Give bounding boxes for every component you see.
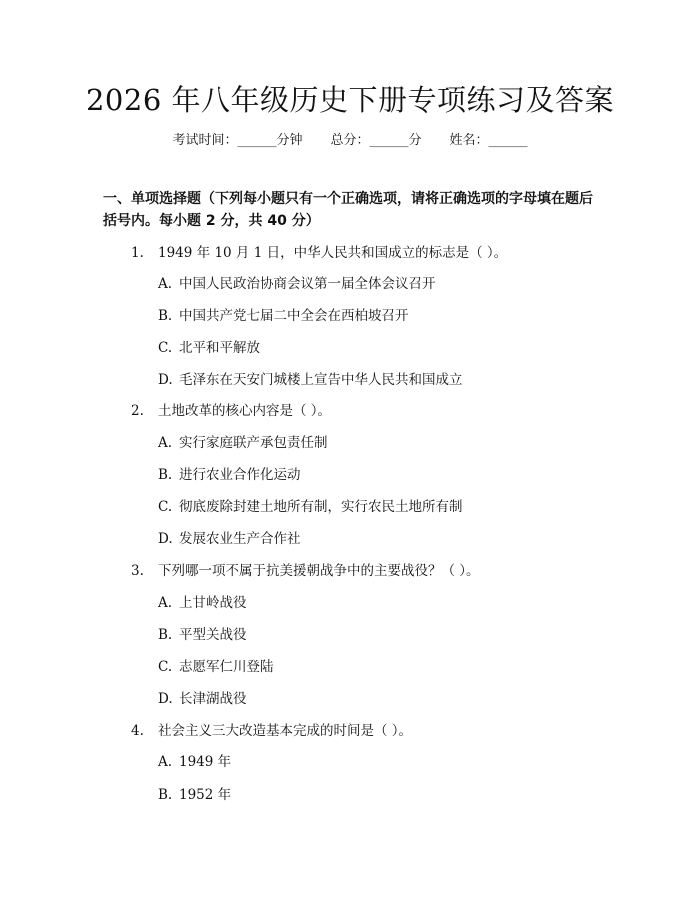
option-letter: A. bbox=[158, 435, 173, 451]
option-4b bbox=[158, 785, 231, 805]
question-number: 1. bbox=[131, 245, 144, 261]
question-4 bbox=[131, 721, 412, 741]
option-text: 彻底废除封建土地所有制，实行农民土地所有制 bbox=[179, 499, 463, 515]
option-4a bbox=[158, 752, 231, 772]
question-3 bbox=[131, 561, 480, 581]
student-name-field: 姓名：______ bbox=[449, 133, 528, 148]
option-1d bbox=[158, 370, 463, 390]
question-2 bbox=[131, 401, 331, 421]
option-text: 上甘岭战役 bbox=[179, 595, 247, 611]
option-letter: D. bbox=[158, 691, 173, 707]
option-2a bbox=[158, 433, 328, 453]
option-letter: A. bbox=[158, 595, 173, 611]
option-letter: B. bbox=[158, 308, 173, 324]
question-1 bbox=[131, 243, 507, 263]
option-text: 中国共产党七届二中全会在西柏坡召开 bbox=[179, 308, 409, 324]
option-text: 1949 年 bbox=[179, 754, 232, 770]
question-number: 2. bbox=[131, 403, 144, 419]
option-text: 毛泽东在天安门城楼上宣告中华人民共和国成立 bbox=[179, 372, 463, 388]
option-3d bbox=[158, 689, 247, 709]
option-1c bbox=[158, 338, 260, 358]
total-score-field: 总分：______分 bbox=[330, 133, 422, 148]
option-2c bbox=[158, 497, 463, 517]
option-2d bbox=[158, 529, 301, 549]
option-text: 发展农业生产合作社 bbox=[179, 531, 301, 547]
exam-meta bbox=[0, 130, 700, 152]
section-heading: 一、单项选择题（下列每小题只有一个正确选项，请将正确选项的字母填在题后括号内。每小题 2 分，共 40 分） bbox=[103, 191, 593, 229]
option-1a bbox=[158, 274, 436, 294]
option-letter: C. bbox=[158, 499, 173, 515]
option-letter: A. bbox=[158, 754, 173, 770]
option-3a bbox=[158, 593, 247, 613]
option-3c bbox=[158, 657, 274, 677]
option-text: 北平和平解放 bbox=[179, 340, 260, 356]
question-text: 下列哪一项不属于抗美援朝战争中的主要战役？（ ）。 bbox=[158, 563, 480, 579]
option-text: 长津湖战役 bbox=[179, 691, 247, 707]
option-2b bbox=[158, 465, 301, 485]
option-letter: C. bbox=[158, 340, 173, 356]
option-text: 进行农业合作化运动 bbox=[179, 467, 301, 483]
option-text: 平型关战役 bbox=[179, 627, 247, 643]
question-number: 3. bbox=[131, 563, 144, 579]
option-letter: D. bbox=[158, 372, 173, 388]
option-letter: C. bbox=[158, 659, 173, 675]
page-title: 2026 年八年级历史下册专项练习及答案 bbox=[85, 83, 615, 117]
question-text: 社会主义三大改造基本完成的时间是（ ）。 bbox=[158, 723, 413, 739]
question-text: 土地改革的核心内容是（ ）。 bbox=[158, 403, 332, 419]
option-text: 志愿军仁川登陆 bbox=[179, 659, 274, 675]
option-letter: B. bbox=[158, 627, 173, 643]
option-1b bbox=[158, 306, 409, 326]
option-text: 中国人民政治协商会议第一届全体会议召开 bbox=[179, 276, 436, 292]
option-letter: A. bbox=[158, 276, 173, 292]
option-text: 实行家庭联产承包责任制 bbox=[179, 435, 328, 451]
question-number: 4. bbox=[131, 723, 144, 739]
question-text: 1949 年 10 月 1 日，中华人民共和国成立的标志是（ ）。 bbox=[158, 245, 508, 261]
option-text: 1952 年 bbox=[179, 787, 232, 803]
option-3b bbox=[158, 625, 247, 645]
exam-time-field: 考试时间：______分钟 bbox=[172, 133, 303, 148]
option-letter: B. bbox=[158, 787, 173, 803]
option-letter: D. bbox=[158, 531, 173, 547]
option-letter: B. bbox=[158, 467, 173, 483]
